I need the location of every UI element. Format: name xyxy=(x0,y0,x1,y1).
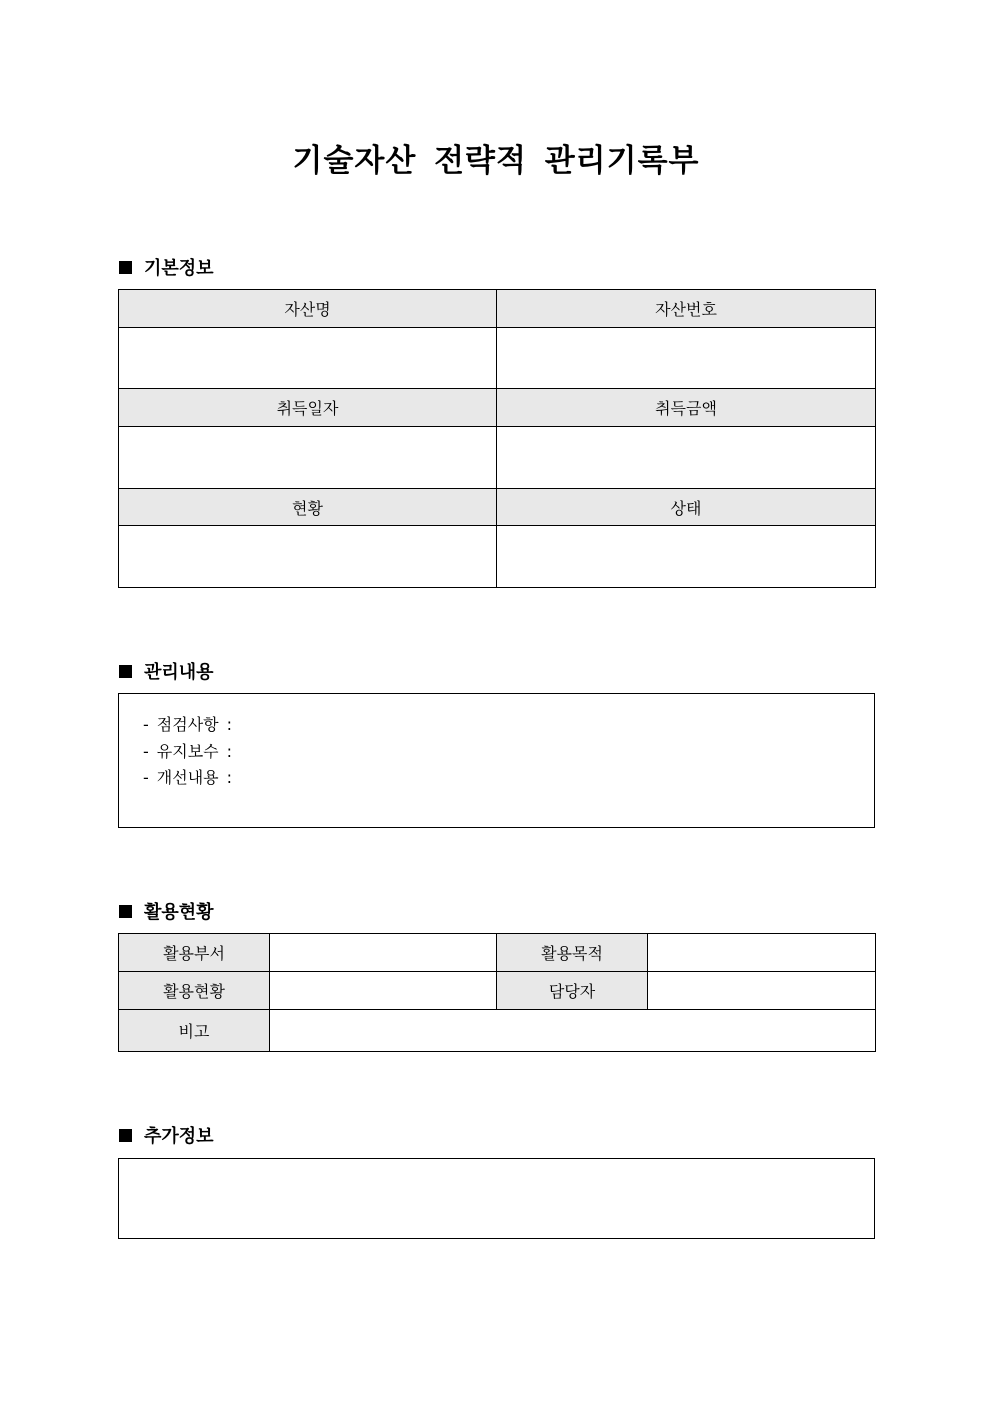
square-bullet-icon xyxy=(119,665,132,678)
list-item-inspection: - 점검사항 : xyxy=(143,715,232,734)
square-bullet-icon xyxy=(119,905,132,918)
field-remarks[interactable] xyxy=(270,1010,876,1052)
field-asset-number[interactable] xyxy=(497,328,876,389)
table-value-row xyxy=(119,427,876,489)
table-row xyxy=(119,1010,876,1052)
label-condition: 상태 xyxy=(497,489,876,526)
table-header-row xyxy=(119,290,876,328)
label-acquisition-amount: 취득금액 xyxy=(497,389,876,427)
management-content-box[interactable] xyxy=(118,693,875,828)
item-label: 유지보수 xyxy=(156,741,219,761)
table-value-row xyxy=(119,328,876,389)
label-using-department: 활용부서 xyxy=(119,934,270,972)
label-remarks: 비고 xyxy=(119,1010,270,1052)
field-asset-name[interactable] xyxy=(119,328,497,389)
label-asset-number: 자산번호 xyxy=(497,290,876,328)
basic-info-table xyxy=(118,289,876,588)
section-heading-text: 기본정보 xyxy=(144,258,214,279)
section-heading-basic-info xyxy=(119,254,214,280)
label-asset-name: 자산명 xyxy=(119,290,497,328)
field-current-status[interactable] xyxy=(119,526,497,588)
section-heading-usage xyxy=(119,898,214,924)
list-item-improvement: - 개선내용 : xyxy=(143,768,232,787)
field-acquisition-amount[interactable] xyxy=(497,427,876,489)
field-usage-status[interactable] xyxy=(270,972,497,1010)
label-acquisition-date: 취득일자 xyxy=(119,389,497,427)
additional-info-box[interactable] xyxy=(118,1158,875,1239)
table-row xyxy=(119,972,876,1010)
table-header-row xyxy=(119,389,876,427)
document-title: 기술자산 전략적 관리기록부 xyxy=(292,143,700,179)
square-bullet-icon xyxy=(119,1129,132,1142)
table-header-row xyxy=(119,489,876,526)
section-heading-text: 추가정보 xyxy=(144,1126,214,1147)
item-label: 개선내용 xyxy=(156,768,219,787)
item-label: 점검사항 xyxy=(156,715,219,734)
label-person-in-charge: 담당자 xyxy=(497,972,648,1010)
field-acquisition-date[interactable] xyxy=(119,427,497,489)
label-current-status: 현황 xyxy=(119,489,497,526)
field-person-in-charge[interactable] xyxy=(648,972,876,1010)
table-value-row xyxy=(119,526,876,588)
usage-table xyxy=(118,933,876,1052)
list-item-maintenance: - 유지보수 : xyxy=(143,741,232,761)
section-heading-text: 관리내용 xyxy=(144,662,214,683)
square-bullet-icon xyxy=(119,261,132,274)
table-row xyxy=(119,934,876,972)
label-usage-purpose: 활용목적 xyxy=(497,934,648,972)
label-usage-status: 활용현황 xyxy=(119,972,270,1010)
field-using-department[interactable] xyxy=(270,934,497,972)
field-usage-purpose[interactable] xyxy=(648,934,876,972)
section-heading-additional xyxy=(119,1122,214,1148)
section-heading-text: 활용현황 xyxy=(144,902,214,923)
field-condition[interactable] xyxy=(497,526,876,588)
section-heading-management xyxy=(119,658,214,684)
